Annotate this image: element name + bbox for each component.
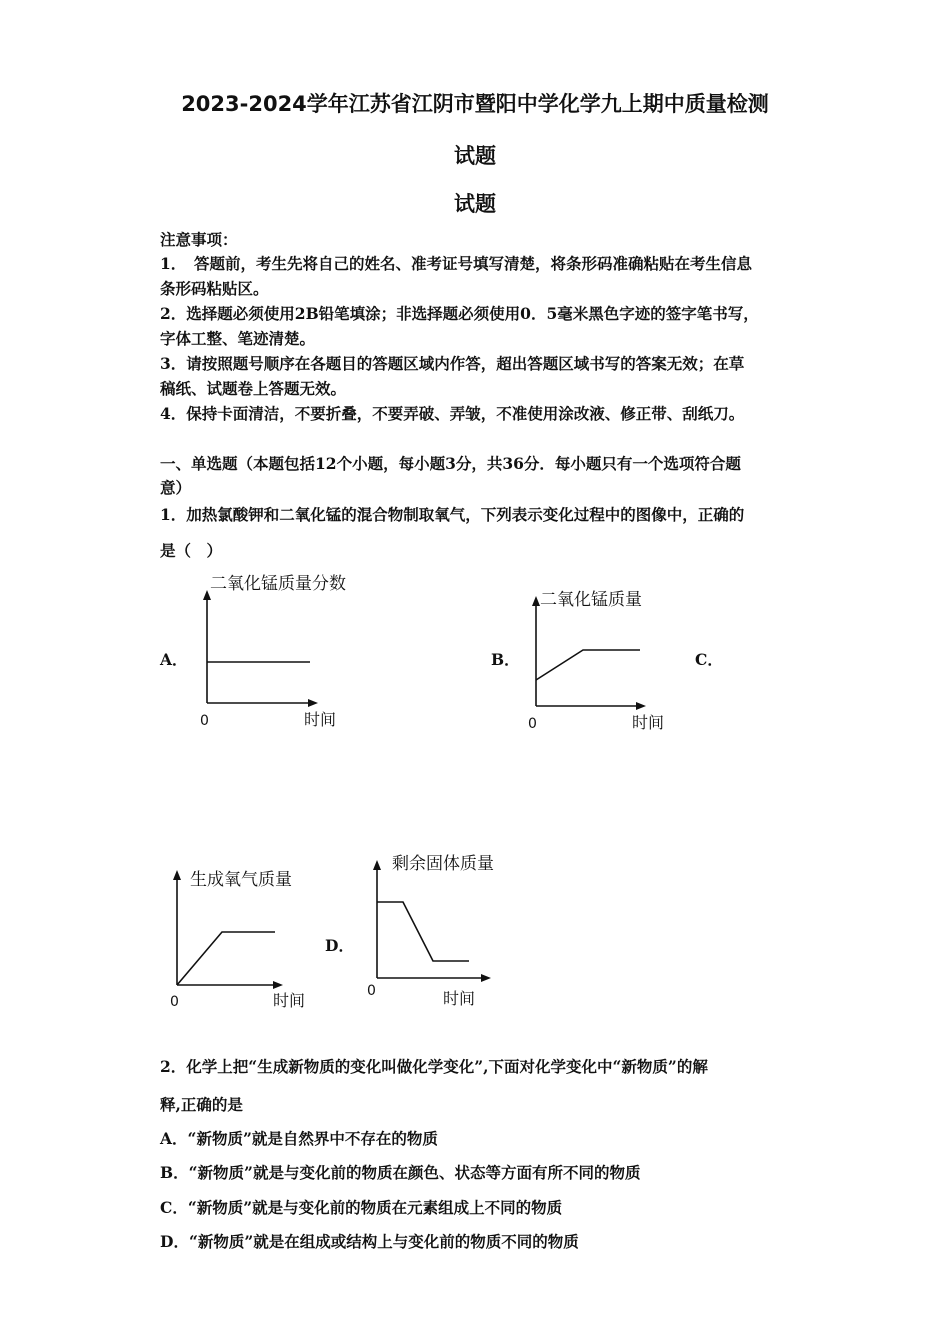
x-axis-label: 时间 — [443, 989, 476, 1008]
origin-label: 0 — [170, 994, 179, 1010]
option-c-label: C． — [695, 650, 723, 669]
option-label: C． — [160, 1198, 188, 1217]
x-axis-arrow — [273, 981, 283, 989]
y-axis-label: 二氧化锰质量分数 — [210, 574, 346, 594]
option-text: “新物质”就是与变化前的物质在颜色、状态等方面有所不同的物质 — [188, 1163, 641, 1182]
section-heading-cont: 意） — [160, 478, 192, 497]
notice-line: 条形码粘贴区。 — [160, 279, 269, 298]
option-text: “新物质”就是与变化前的物质在元素组成上不同的物质 — [187, 1198, 563, 1217]
question-1-stem: 1．加热氯酸钾和二氧化锰的混合物制取氧气，下列表示变化过程中的图像中，正确的 — [160, 505, 745, 524]
x-axis-arrow — [481, 974, 491, 982]
option-text: “新物质”就是自然界中不存在的物质 — [187, 1129, 438, 1148]
x-axis-label: 时间 — [304, 710, 337, 729]
x-axis-label: 时间 — [273, 991, 306, 1010]
option-text: “新物质”就是在组成或结构上与变化前的物质不同的物质 — [188, 1232, 579, 1251]
curve — [377, 902, 469, 961]
q2-option-c — [160, 1196, 562, 1218]
option-d-label: D． — [325, 936, 354, 955]
origin-label: 0 — [367, 983, 376, 999]
q2-option-b — [160, 1161, 640, 1183]
notice-line: 字体工整、笔迹清楚。 — [160, 329, 316, 348]
question-2-stem: 2．化学上把“生成新物质的变化叫做化学变化”,下面对化学变化中“新物质”的解 — [160, 1057, 708, 1076]
notice-line: 4．保持卡面清洁，不要折叠，不要弄破、弄皱，不准使用涂改液、修正带、刮纸刀。 — [160, 404, 745, 423]
y-axis-label: 二氧化锰质量 — [540, 590, 642, 610]
y-axis-label: 剩余固体质量 — [392, 854, 494, 874]
question-1-stem-cont: 是（ ） — [160, 541, 223, 560]
y-axis-arrow — [373, 860, 381, 870]
question-2-stem-cont: 释,正确的是 — [160, 1095, 243, 1114]
page-title: 2023-2024学年江苏省江阴市暨阳中学化学九上期中质量检测 — [181, 92, 769, 116]
page-title-line2: 试题 — [454, 144, 496, 168]
curve — [177, 932, 275, 985]
notice-line: 1． 答题前，考生先将自己的姓名、准考证号填写清楚，将条形码准确粘贴在考生信息 — [160, 254, 753, 273]
q2-option-a — [160, 1127, 438, 1149]
option-b-label: B． — [491, 650, 520, 669]
option-a-label: A． — [160, 650, 188, 669]
x-axis-arrow — [308, 699, 318, 707]
page-subtitle: 试题 — [454, 192, 496, 216]
y-axis-arrow — [173, 870, 181, 880]
origin-label: 0 — [200, 713, 209, 729]
y-axis-arrow — [532, 596, 540, 606]
x-axis-label: 时间 — [632, 713, 665, 732]
section-heading: 一、单选题（本题包括12个小题，每小题3分，共36分．每小题只有一个选项符合题 — [160, 454, 741, 473]
y-axis-label: 生成氧气质量 — [190, 870, 292, 890]
notice-line: 2．选择题必须使用2B铅笔填涂；非选择题必须使用0．5毫米黑色字迹的签字笔书写， — [160, 304, 759, 323]
notice-heading: 注意事项： — [160, 230, 238, 249]
x-axis-arrow — [636, 702, 646, 710]
q2-option-d — [160, 1230, 579, 1252]
option-label: A． — [160, 1129, 188, 1148]
notice-line: 3．请按照题号顺序在各题目的答题区域内作答，超出答题区域书写的答案无效；在草 — [160, 354, 745, 373]
option-label: D． — [160, 1232, 189, 1251]
curve — [536, 650, 640, 680]
option-label: B． — [160, 1163, 189, 1182]
notice-line: 稿纸、试题卷上答题无效。 — [160, 379, 347, 398]
origin-label: 0 — [528, 716, 537, 732]
